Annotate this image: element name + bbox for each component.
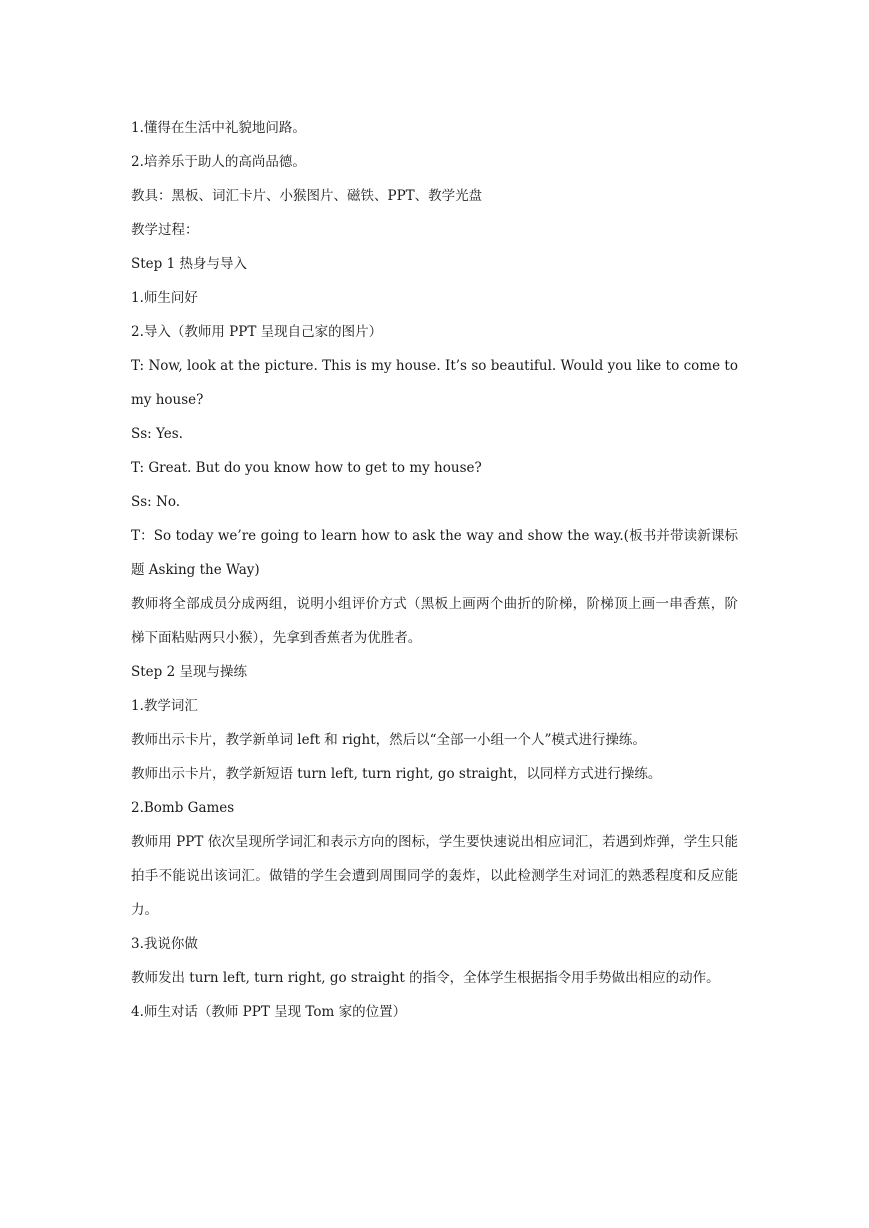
document-body	[131, 111, 738, 1029]
dialogue-line: T: Great. But do you know how to get to my house?	[131, 460, 482, 476]
i-say-you-do-text: 教师发出 turn left, turn right, go straight 的指令，全体学生根据指令用手势做出相应的动作。	[131, 970, 720, 986]
bomb-games-text: 教师用 PPT 依次呈现所学词汇和表示方向的图标，学生要快速说出相应词汇，若遇到炸弹，学生只能拍手不能说出该词汇。做错的学生会遭到周围同学的轰炸，以此检测学生对词汇的熟悉程度和反应能力。	[131, 834, 738, 918]
dialogue-line: T：So today we’re going to learn how to ask the way and show the way.(板书并带读新课标题 Asking the Way)	[131, 528, 738, 578]
objective-2: 2.培养乐于助人的高尚品德。	[131, 154, 306, 170]
vocabulary-item: 1.教学词汇	[131, 698, 198, 714]
step-1-heading: Step 1 热身与导入	[131, 256, 247, 272]
teacher-student-dialogue-item: 4.师生对话（教师 PPT 呈现 Tom 家的位置）	[131, 1004, 407, 1020]
teaching-aids: 教具：黑板、词汇卡片、小猴图片、磁铁、PPT、教学光盘	[131, 188, 483, 204]
teaching-process-heading: 教学过程：	[131, 222, 199, 238]
bomb-games-item: 2.Bomb Games	[131, 800, 235, 816]
step-2-heading: Step 2 呈现与操练	[131, 664, 247, 680]
dialogue-line: T: Now, look at the picture. This is my house. It’s so beautiful. Would you like to come to my house?	[131, 358, 738, 408]
lead-in-item: 2.导入（教师用 PPT 呈现自己家的图片）	[131, 324, 383, 340]
phrase-text: 教师出示卡片，教学新短语 turn left, turn right, go straight，以同样方式进行操练。	[131, 766, 662, 782]
vocabulary-text: 教师出示卡片，教学新单词 left 和 right，然后以“全部一小组一个人”模式进行操练。	[131, 732, 646, 748]
dialogue-line: Ss: Yes.	[131, 426, 183, 442]
objective-1: 1.懂得在生活中礼貌地问路。	[131, 120, 306, 136]
greeting-item: 1.师生问好	[131, 290, 198, 306]
dialogue-line: Ss: No.	[131, 494, 181, 510]
group-evaluation-text: 教师将全部成员分成两组，说明小组评价方式（黑板上画两个曲折的阶梯，阶梯顶上画一串香蕉，阶梯下面粘贴两只小猴），先拿到香蕉者为优胜者。	[131, 596, 738, 646]
i-say-you-do-item: 3.我说你做	[131, 936, 198, 952]
